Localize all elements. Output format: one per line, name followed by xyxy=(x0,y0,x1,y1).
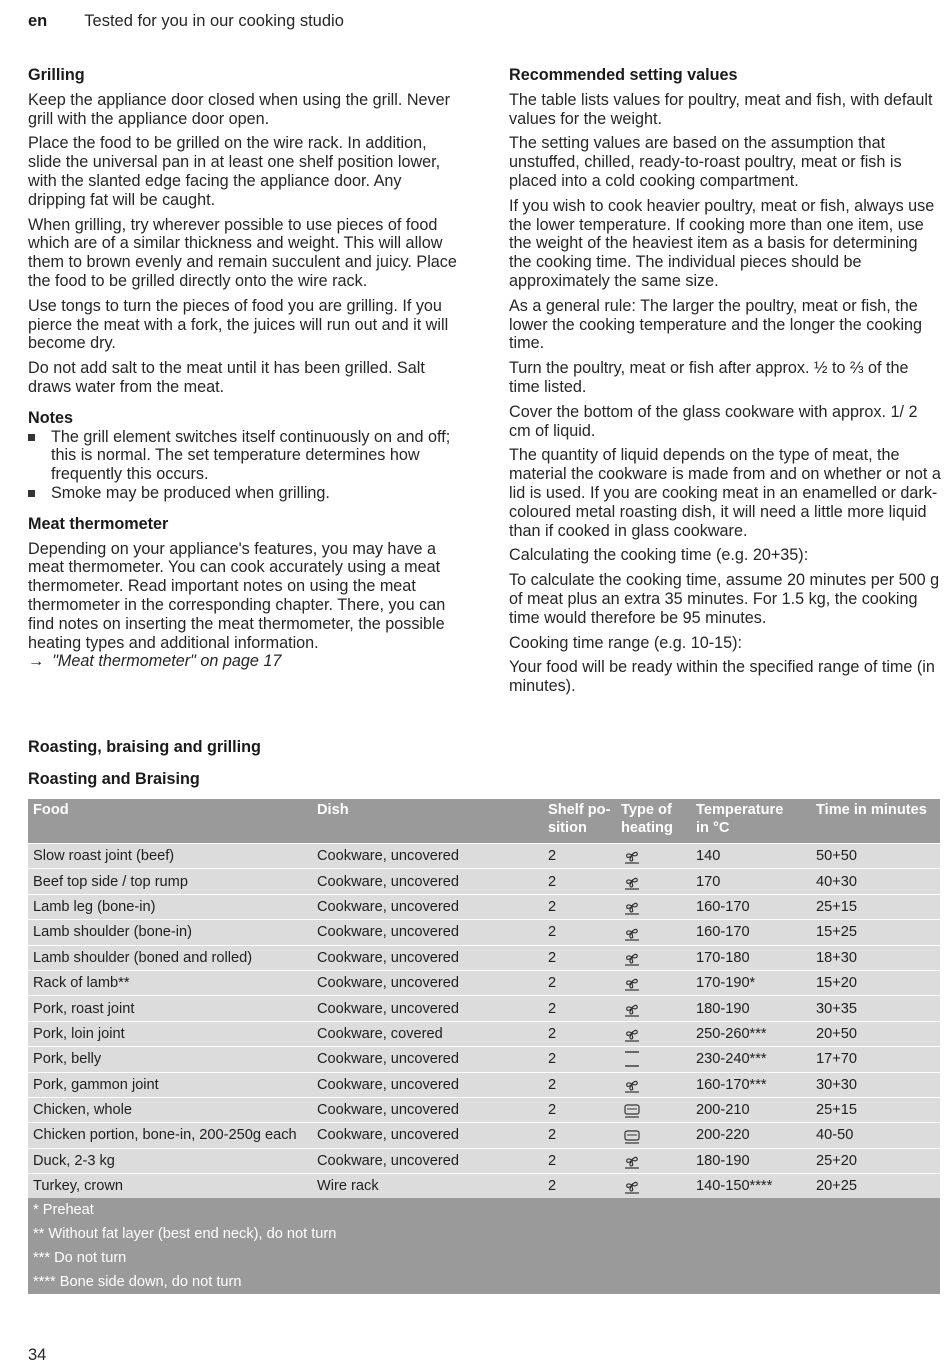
cell-food: Pork, belly xyxy=(28,1047,312,1072)
cell-temperature: 170-190* xyxy=(691,970,811,995)
cell-temperature: 160-170 xyxy=(691,894,811,919)
right-column xyxy=(509,66,941,702)
cell-temperature: 250-260*** xyxy=(691,1021,811,1046)
cell-temperature: 140-150**** xyxy=(691,1174,811,1199)
cell-temperature: 180-190 xyxy=(691,996,811,1021)
table-row xyxy=(28,1097,940,1122)
cell-heating-type xyxy=(616,1072,691,1097)
language-label: en xyxy=(28,12,48,30)
cell-food: Pork, loin joint xyxy=(28,1021,312,1046)
table-row xyxy=(28,844,940,869)
cell-time: 20+50 xyxy=(811,1021,940,1046)
meat-thermometer-paragraph: Depending on your appliance's features, you may have a meat thermometer. You can cook accurately using a meat thermometer. Read important notes on using the meat thermometer in the corresponding chapter. There, you can find notes on inserting the meat thermometer, the possible heating types and additional information. xyxy=(28,539,446,652)
footnote-row xyxy=(28,1198,940,1222)
notes-heading: Notes xyxy=(28,408,73,427)
right-paragraph: Calculating the cooking time (e.g. 20+35): xyxy=(509,546,809,565)
cell-dish: Cookware, uncovered xyxy=(312,1148,543,1173)
cell-heating-type xyxy=(616,1123,691,1148)
cell-dish: Cookware, uncovered xyxy=(312,945,543,970)
column-header-time: Time in minutes xyxy=(811,799,940,844)
right-paragraph: The table lists values for poultry, meat and fish, with default values for the weight. xyxy=(509,90,933,128)
right-paragraph: Your food will be ready within the specified range of time (in minutes). xyxy=(509,658,935,696)
meat-thermometer-heading: Meat thermometer xyxy=(28,514,169,533)
cell-heating-type xyxy=(616,996,691,1021)
fan-heater-icon xyxy=(621,1026,643,1042)
notes-list xyxy=(28,428,460,503)
cell-heating-type xyxy=(616,869,691,894)
cell-dish: Cookware, uncovered xyxy=(312,920,543,945)
cell-shelf-position: 2 xyxy=(543,970,616,995)
cell-food: Pork, gammon joint xyxy=(28,1072,312,1097)
cell-time: 18+30 xyxy=(811,945,940,970)
table-header-row xyxy=(28,799,940,844)
cell-temperature: 200-210 xyxy=(691,1097,811,1122)
cell-heating-type xyxy=(616,1021,691,1046)
grilling-paragraph: When grilling, try wherever possible to use pieces of food which are of a similar thickness and weight. This will allow them to brown evenly and remain succulent and juicy. Place the food to be grilled directly onto the wire rack. xyxy=(28,215,457,290)
cell-shelf-position: 2 xyxy=(543,894,616,919)
footnote-row xyxy=(28,1270,940,1294)
list-item xyxy=(28,484,460,503)
cell-food: Beef top side / top rump xyxy=(28,869,312,894)
column-header-temperature: Temperature in °C xyxy=(691,799,811,844)
left-column xyxy=(28,66,460,671)
cell-shelf-position: 2 xyxy=(543,920,616,945)
cell-heating-type xyxy=(616,844,691,869)
cell-dish: Cookware, covered xyxy=(312,1021,543,1046)
cell-shelf-position: 2 xyxy=(543,1047,616,1072)
cell-shelf-position: 2 xyxy=(543,844,616,869)
table-row xyxy=(28,920,940,945)
cell-temperature: 160-170*** xyxy=(691,1072,811,1097)
cell-time: 25+15 xyxy=(811,894,940,919)
cross-reference-link[interactable] xyxy=(28,652,460,671)
cell-dish: Wire rack xyxy=(312,1174,543,1199)
note-text: Smoke may be produced when grilling. xyxy=(51,483,330,502)
table-row xyxy=(28,1174,940,1199)
fan-heater-icon xyxy=(621,1001,643,1017)
right-paragraph: Cover the bottom of the glass cookware with approx. 1/ 2 cm of liquid. xyxy=(509,402,918,440)
table-row xyxy=(28,1072,940,1097)
note-text: The grill element switches itself continuously on and off; this is normal. The set temperature determines how frequently this occurs. xyxy=(51,427,451,484)
cell-dish: Cookware, uncovered xyxy=(312,996,543,1021)
column-header-heating-type: Type of heating xyxy=(616,799,691,844)
cell-shelf-position: 2 xyxy=(543,996,616,1021)
roasting-table xyxy=(28,799,940,1294)
cell-time: 20+25 xyxy=(811,1174,940,1199)
cell-dish: Cookware, uncovered xyxy=(312,1047,543,1072)
cell-shelf-position: 2 xyxy=(543,1072,616,1097)
cell-dish: Cookware, uncovered xyxy=(312,844,543,869)
cell-dish: Cookware, uncovered xyxy=(312,869,543,894)
cell-temperature: 180-190 xyxy=(691,1148,811,1173)
footnote-text: **** Bone side down, do not turn xyxy=(28,1270,940,1294)
grilling-paragraph: Use tongs to turn the pieces of food you are grilling. If you pierce the meat with a fork, the juices will run out and it will become dry. xyxy=(28,296,449,353)
cell-time: 30+35 xyxy=(811,996,940,1021)
recommended-heading: Recommended setting values xyxy=(509,66,738,84)
table-row xyxy=(28,996,940,1021)
cell-food: Lamb leg (bone-in) xyxy=(28,894,312,919)
cell-shelf-position: 2 xyxy=(543,1097,616,1122)
cell-dish: Cookware, uncovered xyxy=(312,1072,543,1097)
table-row xyxy=(28,1123,940,1148)
right-paragraph: If you wish to cook heavier poultry, meat or fish, always use the lower temperature. If cooking more than one item, use the weight of the heaviest item as a basis for determining the cooking time. The individual pieces should be approximately the same size. xyxy=(509,196,935,290)
right-paragraph: To calculate the cooking time, assume 20 minutes per 500 g of meat plus an extra 35 minutes. For 1.5 kg, the cooking time would therefore be 95 minutes. xyxy=(509,571,940,627)
link-text: "Meat thermometer" on page 17 xyxy=(52,652,282,671)
arrow-right-icon: → xyxy=(28,652,45,671)
cell-time: 15+20 xyxy=(811,970,940,995)
cell-heating-type xyxy=(616,945,691,970)
table-row xyxy=(28,894,940,919)
fan-heater-icon xyxy=(621,975,643,991)
table-row xyxy=(28,1047,940,1072)
cell-time: 50+50 xyxy=(811,844,940,869)
cell-shelf-position: 2 xyxy=(543,1174,616,1199)
circo-roasting-icon xyxy=(621,1127,643,1143)
footnote-text: * Preheat xyxy=(28,1198,940,1222)
subsection-heading: Roasting and Braising xyxy=(28,770,200,788)
cell-time: 25+15 xyxy=(811,1097,940,1122)
table-row xyxy=(28,869,940,894)
cell-food: Duck, 2-3 kg xyxy=(28,1148,312,1173)
cell-dish: Cookware, uncovered xyxy=(312,894,543,919)
footnote-text: ** Without fat layer (best end neck), do not turn xyxy=(28,1222,940,1246)
grilling-paragraph: Do not add salt to the meat until it has been grilled. Salt draws water from the meat. xyxy=(28,359,425,396)
bullet-icon xyxy=(28,490,35,497)
cell-shelf-position: 2 xyxy=(543,869,616,894)
cell-shelf-position: 2 xyxy=(543,1148,616,1173)
list-item xyxy=(28,428,460,484)
grilling-heading: Grilling xyxy=(28,66,85,84)
cell-temperature: 140 xyxy=(691,844,811,869)
footnote-text: *** Do not turn xyxy=(28,1246,940,1270)
cell-food: Lamb shoulder (bone-in) xyxy=(28,920,312,945)
column-header-food: Food xyxy=(28,799,312,844)
cell-heating-type xyxy=(616,970,691,995)
header-title: Tested for you in our cooking studio xyxy=(84,12,344,30)
column-header-shelf-position: Shelf po- sition xyxy=(543,799,616,844)
grilling-paragraph: Place the food to be grilled on the wire rack. In addition, slide the universal pan in at least one shelf position lower, with the slanted edge facing the appliance door. Any dripping fat will be caught. xyxy=(28,134,441,209)
grilling-paragraph: Keep the appliance door closed when using the grill. Never grill with the appliance door open. xyxy=(28,90,451,128)
cell-temperature: 160-170 xyxy=(691,920,811,945)
cell-food: Pork, roast joint xyxy=(28,996,312,1021)
cell-shelf-position: 2 xyxy=(543,1123,616,1148)
cell-heating-type xyxy=(616,1148,691,1173)
cell-food: Rack of lamb** xyxy=(28,970,312,995)
top-bottom-heat-icon xyxy=(621,1051,643,1067)
table-row xyxy=(28,1148,940,1173)
page-number: 34 xyxy=(28,1346,47,1364)
table-row xyxy=(28,1021,940,1046)
cell-dish: Cookware, uncovered xyxy=(312,1123,543,1148)
cell-temperature: 170 xyxy=(691,869,811,894)
right-paragraph: Turn the poultry, meat or fish after approx. ½ to ⅔ of the time listed. xyxy=(509,359,909,396)
cell-time: 40-50 xyxy=(811,1123,940,1148)
cell-food: Chicken portion, bone-in, 200-250g each xyxy=(28,1123,312,1148)
cell-heating-type xyxy=(616,894,691,919)
cell-temperature: 200-220 xyxy=(691,1123,811,1148)
cell-shelf-position: 2 xyxy=(543,945,616,970)
table-row xyxy=(28,945,940,970)
cell-heating-type xyxy=(616,1047,691,1072)
fan-heater-icon xyxy=(621,848,643,864)
fan-heater-icon xyxy=(621,1153,643,1169)
cell-food: Chicken, whole xyxy=(28,1097,312,1122)
fan-heater-icon xyxy=(621,874,643,890)
page-header xyxy=(28,12,344,31)
fan-heater-icon xyxy=(621,1077,643,1093)
circo-roasting-icon xyxy=(621,1102,643,1118)
table-row xyxy=(28,970,940,995)
right-paragraph: The setting values are based on the assumption that unstuffed, chilled, ready-to-roast poultry, meat or fish is placed into a cold cooking compartment. xyxy=(509,134,902,190)
cell-time: 40+30 xyxy=(811,869,940,894)
footnote-row xyxy=(28,1246,940,1270)
cell-dish: Cookware, uncovered xyxy=(312,1097,543,1122)
right-paragraph: Cooking time range (e.g. 10-15): xyxy=(509,633,743,652)
bullet-icon xyxy=(28,434,35,441)
cell-food: Turkey, crown xyxy=(28,1174,312,1199)
cell-temperature: 230-240*** xyxy=(691,1047,811,1072)
right-paragraph: The quantity of liquid depends on the type of meat, the material the cookware is made from and on whether or not a lid is used. If you are cooking meat in an enamelled or dark-coloured metal roasting dish, it will need a little more liquid than if cooked in glass cookware. xyxy=(509,446,941,540)
cell-dish: Cookware, uncovered xyxy=(312,970,543,995)
fan-heater-icon xyxy=(621,924,643,940)
cell-food: Slow roast joint (beef) xyxy=(28,844,312,869)
cell-time: 15+25 xyxy=(811,920,940,945)
footnote-row xyxy=(28,1222,940,1246)
column-header-dish: Dish xyxy=(312,799,543,844)
right-paragraph: As a general rule: The larger the poultry, meat or fish, the lower the cooking temperature and the longer the cooking time. xyxy=(509,296,923,353)
fan-heater-icon xyxy=(621,899,643,915)
fan-heater-icon xyxy=(621,950,643,966)
cell-temperature: 170-180 xyxy=(691,945,811,970)
cell-time: 17+70 xyxy=(811,1047,940,1072)
cell-food: Lamb shoulder (boned and rolled) xyxy=(28,945,312,970)
cell-shelf-position: 2 xyxy=(543,1021,616,1046)
fan-heater-icon xyxy=(621,1178,643,1194)
cell-heating-type xyxy=(616,920,691,945)
cell-heating-type xyxy=(616,1174,691,1199)
section-heading: Roasting, braising and grilling xyxy=(28,738,261,756)
cell-time: 30+30 xyxy=(811,1072,940,1097)
cell-heating-type xyxy=(616,1097,691,1122)
cell-time: 25+20 xyxy=(811,1148,940,1173)
